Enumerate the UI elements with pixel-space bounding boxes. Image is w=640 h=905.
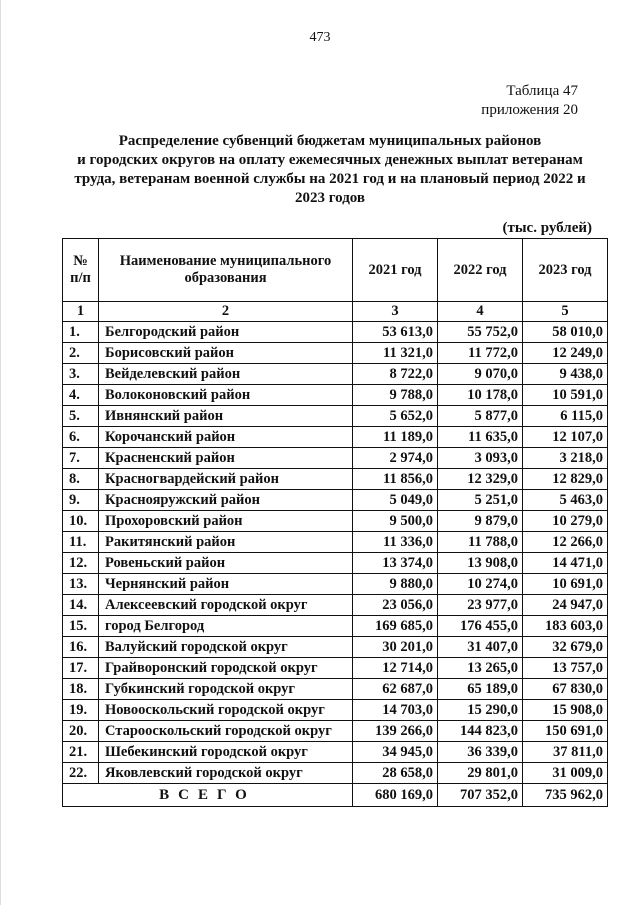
title-line: и городских округов на оплату ежемесячных денежных выплат ветеранам: [77, 152, 583, 168]
municipality-name: Шебекинский городской округ: [99, 742, 353, 763]
scan-edge: [0, 0, 1, 905]
value-2023: 3 218,0: [523, 448, 608, 469]
total-row: [63, 784, 608, 807]
value-2023: 37 811,0: [523, 742, 608, 763]
value-2021: 8 722,0: [353, 364, 438, 385]
value-2022: 176 455,0: [438, 616, 523, 637]
table-row: [63, 595, 608, 616]
row-number: 6.: [63, 427, 99, 448]
value-2023: 12 107,0: [523, 427, 608, 448]
value-2021: 5 049,0: [353, 490, 438, 511]
header-number: № п/п: [63, 239, 99, 302]
column-number-row: [63, 302, 608, 322]
value-2021: 12 714,0: [353, 658, 438, 679]
row-number: 5.: [63, 406, 99, 427]
header-2022: 2022 год: [438, 239, 523, 302]
row-number: 14.: [63, 595, 99, 616]
row-number: 8.: [63, 469, 99, 490]
value-2021: 11 856,0: [353, 469, 438, 490]
header-2021: 2021 год: [353, 239, 438, 302]
value-2021: 28 658,0: [353, 763, 438, 784]
row-number: 9.: [63, 490, 99, 511]
value-2021: 11 321,0: [353, 343, 438, 364]
table-row: [63, 616, 608, 637]
table-row: [63, 574, 608, 595]
row-number: 20.: [63, 721, 99, 742]
value-2023: 12 249,0: [523, 343, 608, 364]
table-row: [63, 490, 608, 511]
total-label: ВСЕГО: [63, 784, 353, 807]
value-2021: 2 974,0: [353, 448, 438, 469]
table-row: [63, 427, 608, 448]
row-number: 4.: [63, 385, 99, 406]
value-2022: 13 265,0: [438, 658, 523, 679]
table-row: [63, 700, 608, 721]
title-line: труда, ветеранам военной службы на 2021 год и на плановый период 2022 и: [74, 171, 586, 187]
column-number: 5: [523, 302, 608, 322]
table-row: [63, 406, 608, 427]
table-reference-line-1: Таблица 47: [506, 83, 578, 99]
row-number: 21.: [63, 742, 99, 763]
municipality-name: Чернянский район: [99, 574, 353, 595]
value-2021: 11 189,0: [353, 427, 438, 448]
municipality-name: Волоконовский район: [99, 385, 353, 406]
value-2022: 11 772,0: [438, 343, 523, 364]
row-number: 1.: [63, 322, 99, 343]
value-2022: 5 251,0: [438, 490, 523, 511]
value-2023: 183 603,0: [523, 616, 608, 637]
value-2023: 67 830,0: [523, 679, 608, 700]
municipality-name: Красногвардейский район: [99, 469, 353, 490]
row-number: 10.: [63, 511, 99, 532]
value-2022: 55 752,0: [438, 322, 523, 343]
value-2021: 139 266,0: [353, 721, 438, 742]
municipality-name: Ивнянский район: [99, 406, 353, 427]
value-2022: 13 908,0: [438, 553, 523, 574]
table-row: [63, 721, 608, 742]
municipality-name: Вейделевский район: [99, 364, 353, 385]
column-number: 3: [353, 302, 438, 322]
column-number: 2: [99, 302, 353, 322]
value-2022: 11 788,0: [438, 532, 523, 553]
table-reference-line-2: приложения 20: [481, 102, 578, 118]
municipality-name: Белгородский район: [99, 322, 353, 343]
document-title: [60, 132, 600, 208]
row-number: 3.: [63, 364, 99, 385]
municipality-name: Валуйский городской округ: [99, 637, 353, 658]
value-2022: 12 329,0: [438, 469, 523, 490]
value-2021: 9 788,0: [353, 385, 438, 406]
value-2023: 10 691,0: [523, 574, 608, 595]
row-number: 7.: [63, 448, 99, 469]
value-2022: 10 178,0: [438, 385, 523, 406]
value-2023: 24 947,0: [523, 595, 608, 616]
value-2022: 9 070,0: [438, 364, 523, 385]
municipality-name: Грайворонский городской округ: [99, 658, 353, 679]
value-2023: 12 829,0: [523, 469, 608, 490]
value-2023: 10 279,0: [523, 511, 608, 532]
value-2022: 29 801,0: [438, 763, 523, 784]
row-number: 13.: [63, 574, 99, 595]
table-row: [63, 322, 608, 343]
municipality-name: Красненский район: [99, 448, 353, 469]
value-2022: 144 823,0: [438, 721, 523, 742]
value-2021: 23 056,0: [353, 595, 438, 616]
municipality-name: Алексеевский городской округ: [99, 595, 353, 616]
column-number: 1: [63, 302, 99, 322]
municipality-name: Яковлевский городской округ: [99, 763, 353, 784]
value-2023: 12 266,0: [523, 532, 608, 553]
row-number: 12.: [63, 553, 99, 574]
value-2023: 6 115,0: [523, 406, 608, 427]
row-number: 19.: [63, 700, 99, 721]
title-line: Распределение субвенций бюджетам муниципальных районов: [118, 133, 542, 149]
municipality-name: Ракитянский район: [99, 532, 353, 553]
value-2021: 34 945,0: [353, 742, 438, 763]
table-row: [63, 511, 608, 532]
value-2021: 13 374,0: [353, 553, 438, 574]
table-row: [63, 658, 608, 679]
value-2022: 11 635,0: [438, 427, 523, 448]
value-2021: 14 703,0: [353, 700, 438, 721]
row-number: 15.: [63, 616, 99, 637]
value-2021: 169 685,0: [353, 616, 438, 637]
value-2022: 9 879,0: [438, 511, 523, 532]
municipality-name: Краснояружский район: [99, 490, 353, 511]
value-2023: 58 010,0: [523, 322, 608, 343]
page-number: 473: [309, 30, 331, 45]
municipality-name: Губкинский городской округ: [99, 679, 353, 700]
value-2023: 15 908,0: [523, 700, 608, 721]
value-2021: 5 652,0: [353, 406, 438, 427]
value-2022: 65 189,0: [438, 679, 523, 700]
table-body: [63, 302, 608, 807]
value-2023: 150 691,0: [523, 721, 608, 742]
table-row: [63, 637, 608, 658]
table-row: [63, 448, 608, 469]
municipality-name: Прохоровский район: [99, 511, 353, 532]
value-2022: 10 274,0: [438, 574, 523, 595]
table-row: [63, 679, 608, 700]
value-2021: 11 336,0: [353, 532, 438, 553]
header-2023: 2023 год: [523, 239, 608, 302]
table-row: [63, 385, 608, 406]
table-row: [63, 364, 608, 385]
subventions-table: [62, 238, 608, 807]
total-value-2022: 707 352,0: [438, 784, 523, 807]
value-2023: 31 009,0: [523, 763, 608, 784]
value-2023: 9 438,0: [523, 364, 608, 385]
total-value-2021: 680 169,0: [353, 784, 438, 807]
value-2022: 36 339,0: [438, 742, 523, 763]
value-2023: 32 679,0: [523, 637, 608, 658]
title-line: 2023 годов: [294, 190, 366, 206]
row-number: 2.: [63, 343, 99, 364]
row-number: 16.: [63, 637, 99, 658]
value-2022: 23 977,0: [438, 595, 523, 616]
value-2023: 14 471,0: [523, 553, 608, 574]
column-number: 4: [438, 302, 523, 322]
row-number: 17.: [63, 658, 99, 679]
value-2021: 9 500,0: [353, 511, 438, 532]
municipality-name: Старооскольский городской округ: [99, 721, 353, 742]
row-number: 11.: [63, 532, 99, 553]
municipality-name: город Белгород: [99, 616, 353, 637]
table-header-row: [63, 239, 608, 302]
table-row: [63, 343, 608, 364]
table-row: [63, 469, 608, 490]
municipality-name: Корочанский район: [99, 427, 353, 448]
table-row: [63, 553, 608, 574]
value-2023: 13 757,0: [523, 658, 608, 679]
table-row: [63, 763, 608, 784]
units-label: (тыс. рублей): [502, 220, 592, 236]
row-number: 18.: [63, 679, 99, 700]
table-row: [63, 532, 608, 553]
municipality-name: Новооскольский городской округ: [99, 700, 353, 721]
value-2022: 5 877,0: [438, 406, 523, 427]
total-value-2023: 735 962,0: [523, 784, 608, 807]
table-row: [63, 742, 608, 763]
value-2021: 30 201,0: [353, 637, 438, 658]
municipality-name: Ровеньский район: [99, 553, 353, 574]
table-reference: [481, 82, 578, 120]
value-2022: 15 290,0: [438, 700, 523, 721]
value-2022: 31 407,0: [438, 637, 523, 658]
value-2023: 10 591,0: [523, 385, 608, 406]
row-number: 22.: [63, 763, 99, 784]
value-2021: 9 880,0: [353, 574, 438, 595]
value-2021: 62 687,0: [353, 679, 438, 700]
municipality-name: Борисовский район: [99, 343, 353, 364]
value-2022: 3 093,0: [438, 448, 523, 469]
header-name: Наименование муниципального образования: [99, 239, 353, 302]
value-2021: 53 613,0: [353, 322, 438, 343]
value-2023: 5 463,0: [523, 490, 608, 511]
